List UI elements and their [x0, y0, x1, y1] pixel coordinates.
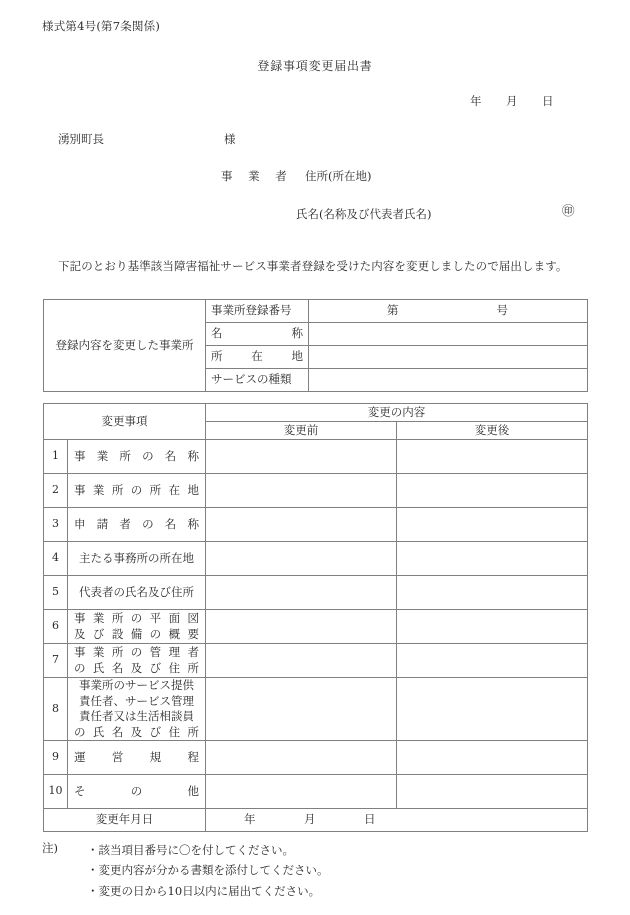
row-label-9: 運営規程 [68, 741, 206, 775]
row-8-after-value[interactable] [397, 678, 588, 741]
row-7-after-value[interactable] [397, 644, 588, 678]
table-row [44, 775, 588, 809]
year-label: 年 [470, 94, 482, 108]
change-date-month: 月 [304, 812, 316, 827]
list-item: ・変更の日から10日以内に届出てください。 [87, 883, 321, 898]
row-number-8: 8 [44, 678, 68, 741]
row-label-8-line-2: 責任者、サービス管理 [79, 693, 194, 708]
row-10-after-value[interactable] [397, 775, 588, 809]
row-1-before-value[interactable] [206, 440, 397, 474]
row-5-before-value[interactable] [206, 576, 397, 610]
table-row [44, 300, 588, 323]
row-label-7-line-2: の氏名及び住所 [74, 660, 199, 675]
change-date-label: 変更年月日 [44, 809, 206, 832]
row-10-before-value[interactable] [206, 775, 397, 809]
row-label-8-line-3: 責任者又は生活相談員 [79, 709, 194, 724]
change-items-table [43, 403, 588, 832]
applicant-name-label: 氏名(名称及び代表者氏名) [296, 207, 432, 221]
office-regno-value[interactable] [309, 300, 588, 323]
applicant-label: 事 業 者 [221, 169, 293, 183]
row-4-before-value[interactable] [206, 542, 397, 576]
seal-icon: ㊞ [562, 203, 575, 218]
row-4-after-value[interactable] [397, 542, 588, 576]
row-number-5: 5 [44, 576, 68, 610]
row-label-4: 主たる事務所の所在地 [68, 542, 206, 576]
table-row [44, 610, 588, 644]
month-label: 月 [506, 94, 518, 108]
change-date-year: 年 [244, 812, 256, 827]
row-3-before-value[interactable] [206, 508, 397, 542]
header-change-item: 変更事項 [44, 404, 206, 440]
row-6-after-value[interactable] [397, 610, 588, 644]
row-6-before-value[interactable] [206, 610, 397, 644]
submission-date-line [470, 93, 554, 109]
row-number-10: 10 [44, 775, 68, 809]
table-header-row [44, 404, 588, 422]
header-before: 変更前 [206, 422, 397, 440]
list-item: ・該当項目番号に〇を付してください。 [87, 843, 294, 857]
row-label-8 [68, 678, 206, 741]
row-label-10: その他 [68, 775, 206, 809]
notes-heading: 注) [42, 841, 58, 855]
list-item: ・変更内容が分かる書類を添付してください。 [87, 863, 329, 878]
office-address-label: 所 在 地 [206, 346, 309, 369]
header-change-content: 変更の内容 [206, 404, 588, 422]
table-row [44, 576, 588, 610]
notes-section [42, 840, 329, 901]
notes-list [42, 840, 329, 901]
row-number-7: 7 [44, 644, 68, 678]
row-5-after-value[interactable] [397, 576, 588, 610]
change-date-value[interactable] [206, 809, 588, 832]
row-2-before-value[interactable] [206, 474, 397, 508]
office-table-row-label: 登録内容を変更した事業所 [44, 300, 206, 392]
regno-prefix: 第 [387, 303, 399, 318]
header-after: 変更後 [397, 422, 588, 440]
table-row [44, 440, 588, 474]
row-9-after-value[interactable] [397, 741, 588, 775]
row-8-before-value[interactable] [206, 678, 397, 741]
table-row [44, 542, 588, 576]
change-date-day: 日 [364, 812, 376, 827]
row-label-6 [68, 610, 206, 644]
row-label-5: 代表者の氏名及び住所 [68, 576, 206, 610]
document-title: 登録事項変更届出書 [257, 59, 373, 73]
row-9-before-value[interactable] [206, 741, 397, 775]
office-service-type-label: サービスの種類 [206, 369, 309, 392]
row-label-8-line-4: の氏名及び住所 [74, 724, 199, 739]
row-number-2: 2 [44, 474, 68, 508]
row-label-7 [68, 644, 206, 678]
row-2-after-value[interactable] [397, 474, 588, 508]
row-number-1: 1 [44, 440, 68, 474]
office-info-table [43, 299, 588, 392]
row-label-2: 事業所の所在地 [68, 474, 206, 508]
row-number-9: 9 [44, 741, 68, 775]
table-row [44, 809, 588, 832]
office-service-type-value[interactable] [309, 369, 588, 392]
declaration-statement: 下記のとおり基準該当障害福祉サービス事業者登録を受けた内容を変更しましたので届出します。 [58, 259, 568, 273]
applicant-address-label: 住所(所在地) [305, 169, 372, 183]
row-number-3: 3 [44, 508, 68, 542]
office-name-value[interactable] [309, 323, 588, 346]
office-address-value[interactable] [309, 346, 588, 369]
row-label-1: 事業所の名称 [68, 440, 206, 474]
addressee: 湧別町長 [58, 132, 104, 146]
office-name-label: 名 称 [206, 323, 309, 346]
form-number: 様式第4号(第7条関係) [42, 19, 161, 33]
row-number-4: 4 [44, 542, 68, 576]
row-label-6-line-2: 及び設備の概要 [74, 626, 199, 641]
regno-suffix: 号 [496, 303, 508, 318]
day-label: 日 [542, 94, 554, 108]
row-label-6-line-1: 事業所の平面図 [74, 610, 199, 625]
addressee-honorific: 様 [224, 132, 236, 146]
office-regno-label: 事業所登録番号 [206, 300, 309, 323]
row-label-7-line-1: 事業所の管理者 [74, 644, 199, 659]
row-label-3: 申請者の名称 [68, 508, 206, 542]
table-row [44, 678, 588, 741]
row-label-8-line-1: 事業所のサービス提供 [79, 678, 194, 692]
row-1-after-value[interactable] [397, 440, 588, 474]
row-7-before-value[interactable] [206, 644, 397, 678]
table-row [44, 644, 588, 678]
table-row [44, 508, 588, 542]
row-3-after-value[interactable] [397, 508, 588, 542]
table-row [44, 474, 588, 508]
row-number-6: 6 [44, 610, 68, 644]
table-row [44, 741, 588, 775]
